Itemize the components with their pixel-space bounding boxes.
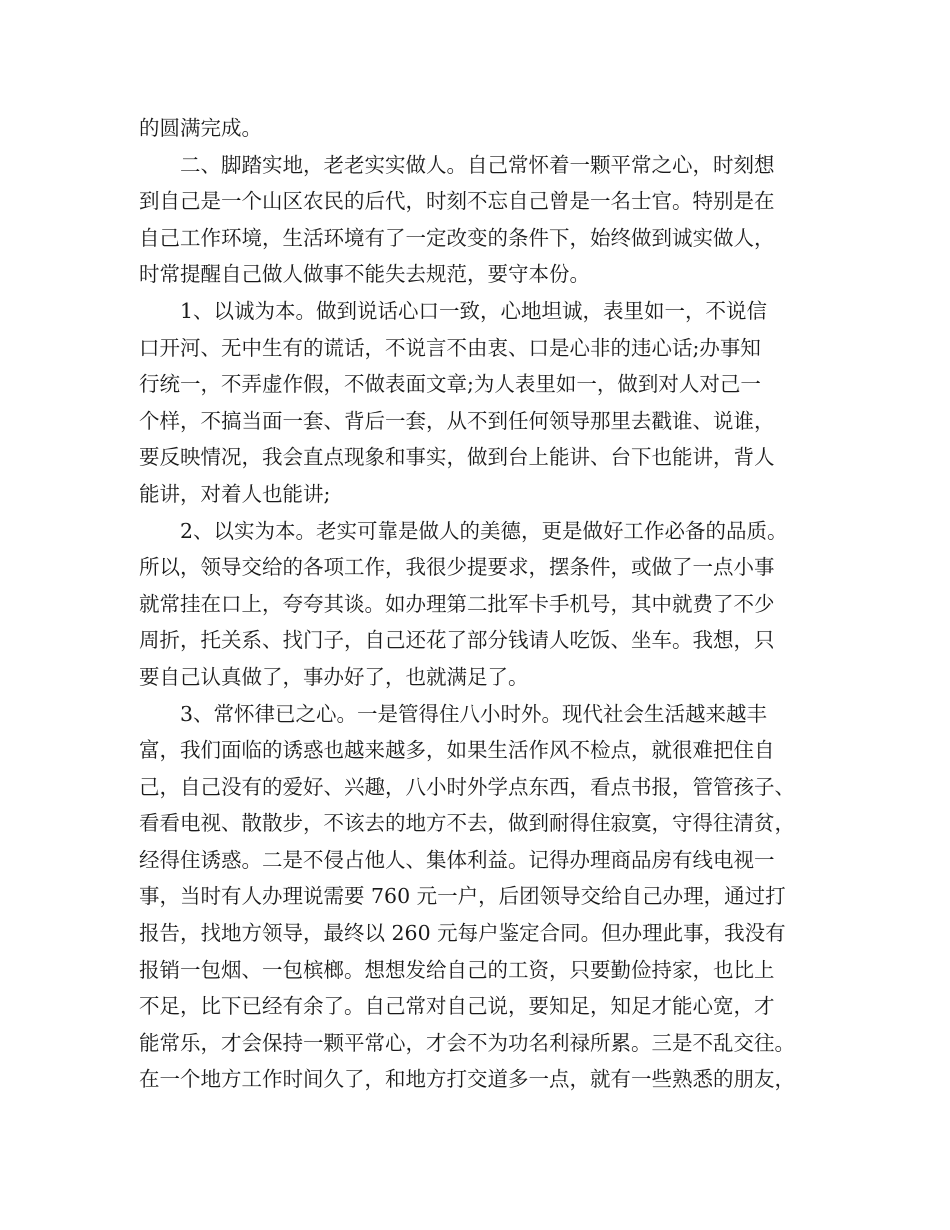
text-line: 能讲，对着人也能讲;	[139, 481, 331, 506]
document-body	[139, 110, 839, 1098]
text-line: 口开河、无中生有的谎话，不说言不由衷、口是心非的违心话;办事知	[139, 335, 761, 360]
text-line: 事，当时有人办理说需要 760 元一户，后团领导交给自己办理，通过打	[139, 884, 786, 909]
text-line: 的圆满完成。	[139, 116, 262, 140]
text-line: 己，自己没有的爱好、兴趣，八小时外学点东西，看点书报，管管孩子、	[139, 774, 795, 799]
text-line: 1、以诚为本。做到说话心口一致，心地坦诚，表里如一，不说信	[139, 298, 768, 323]
text-line: 周折，托关系、找门子，自己还花了部分钱请人吃饭、坐车。我想，只	[139, 628, 775, 653]
text-line: 经得住诱惑。二是不侵占他人、集体利益。记得办理商品房有线电视一	[139, 847, 775, 872]
text-line: 所以，领导交给的各项工作，我很少提要求，摆条件，或做了一点小事	[139, 555, 775, 580]
text-line: 在一个地方工作时间久了，和地方打交道多一点，就有一些熟悉的朋友，	[139, 1067, 795, 1092]
text-line: 要反映情况，我会直点现象和事实，做到台上能讲、台下也能讲，背人	[139, 445, 775, 470]
text-line: 报销一包烟、一包槟榔。想想发给自己的工资，只要勤俭持家，也比上	[139, 957, 775, 982]
text-line: 富，我们面临的诱惑也越来越多，如果生活作风不检点，就很难把住自	[139, 738, 775, 763]
text-line: 时常提醒自己做人做事不能失去规范，要守本份。	[139, 262, 590, 287]
text-line: 就常挂在口上，夸夸其谈。如办理第二批军卡手机号，其中就费了不少	[139, 591, 775, 616]
text-line: 二、脚踏实地，老老实实做人。自己常怀着一颗平常之心，时刻想	[139, 152, 775, 177]
text-line: 自己工作环境，生活环境有了一定改变的条件下，始终做到诚实做人，	[139, 225, 775, 250]
text-line: 个样，不搞当面一套、背后一套，从不到任何领导那里去戳谁、说谁，	[139, 408, 775, 433]
text-line: 行统一，不弄虚作假，不做表面文章;为人表里如一，做到对人对己一	[139, 372, 761, 397]
text-line: 要自己认真做了，事办好了，也就满足了。	[139, 664, 529, 689]
text-line: 报告，找地方领导，最终以 260 元每户鉴定合同。但办理此事，我没有	[139, 921, 786, 946]
text-line: 看看电视、散散步，不该去的地方不去，做到耐得住寂寞，守得往清贫，	[139, 811, 795, 836]
text-line: 不足，比下已经有余了。自己常对自己说，要知足，知足才能心宽，才	[139, 994, 775, 1019]
text-line: 3、常怀律已之心。一是管得住八小时外。现代社会生活越来越丰	[139, 701, 768, 726]
text-line: 2、以实为本。老实可靠是做人的美德，更是做好工作必备的品质。	[139, 518, 788, 543]
text-line: 能常乐，才会保持一颗平常心，才会不为功名利禄所累。三是不乱交往。	[139, 1030, 795, 1055]
text-line: 到自己是一个山区农民的后代，时刻不忘自己曾是一名士官。特别是在	[139, 189, 775, 214]
